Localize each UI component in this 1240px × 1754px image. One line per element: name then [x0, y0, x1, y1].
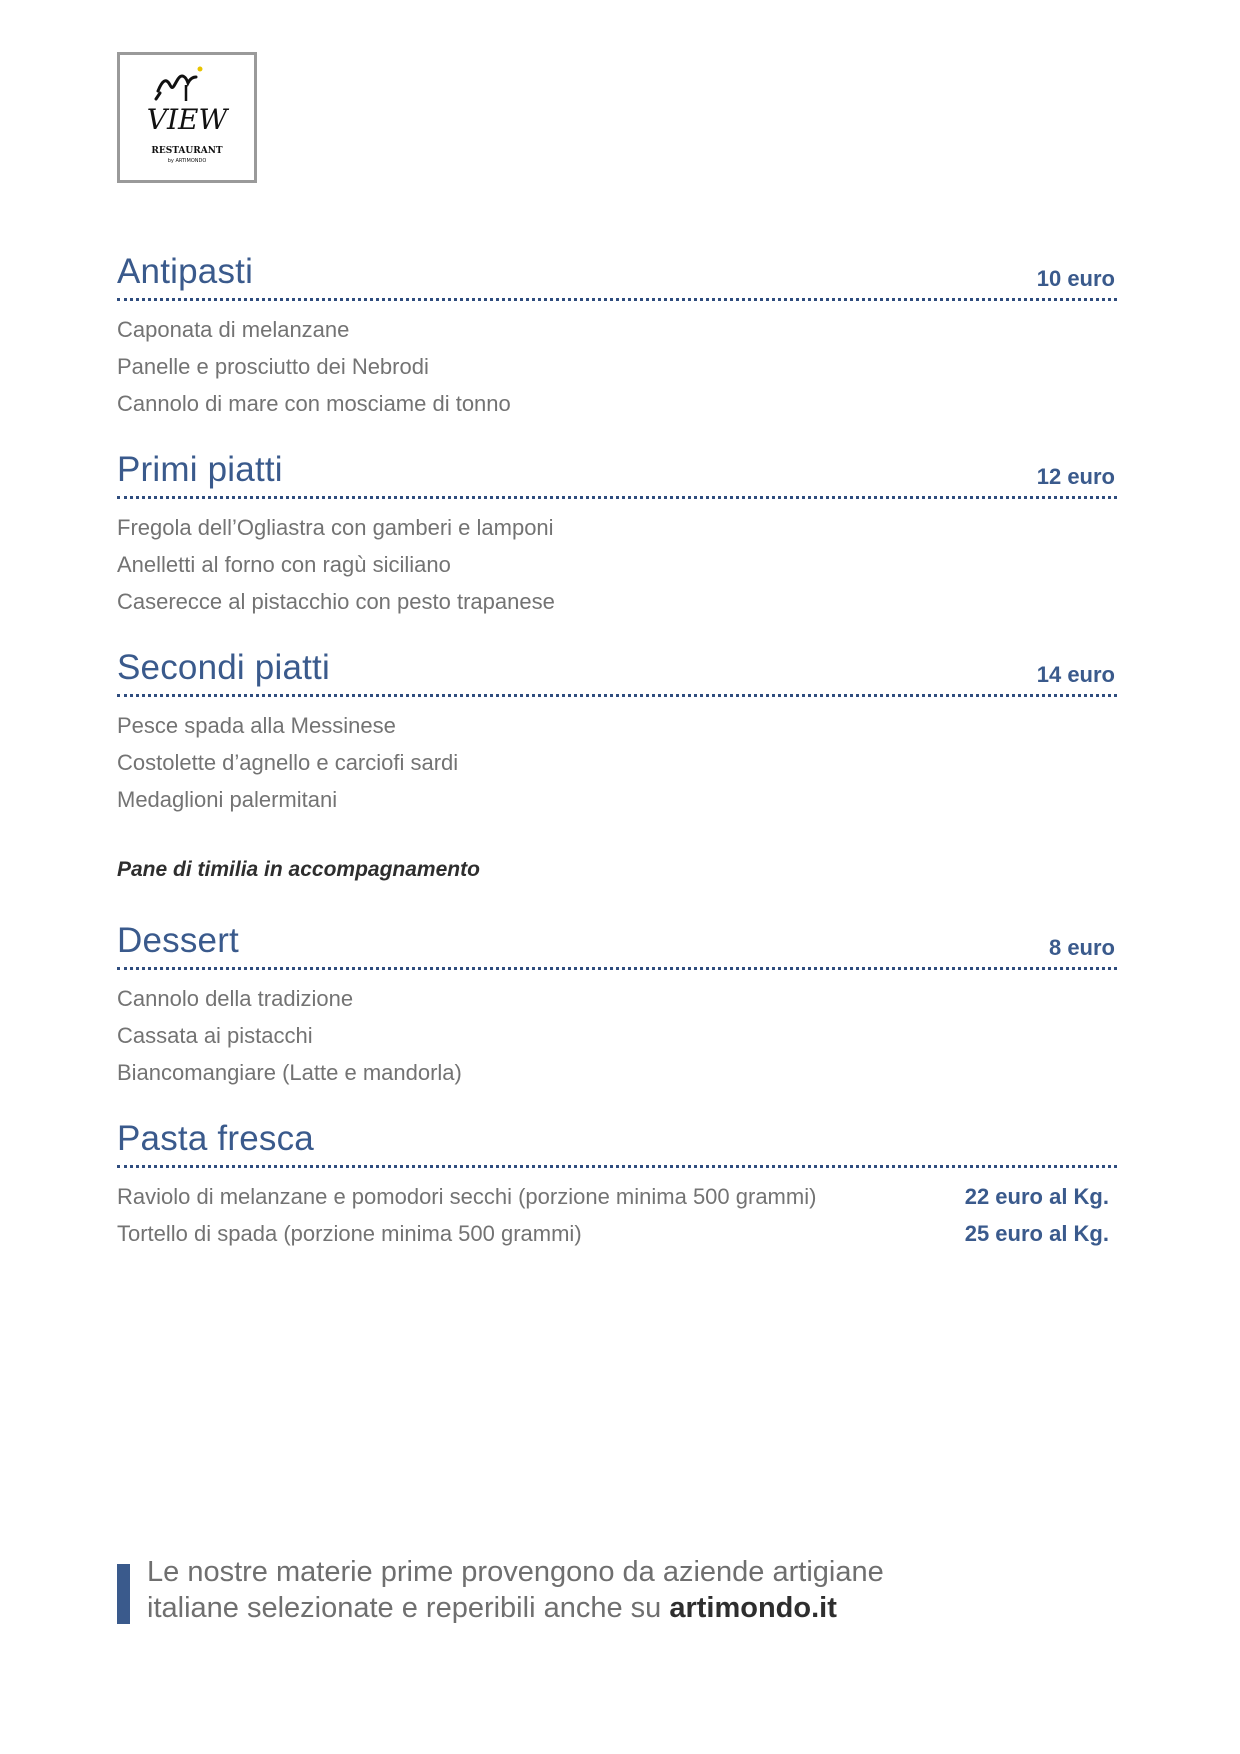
footer-note: [117, 1556, 1017, 1630]
menu-item-name: Medaglioni palermitani: [117, 787, 338, 812]
menu-item: [117, 385, 1117, 422]
bread-note: Pane di timilia in accompagnamento: [117, 858, 480, 881]
menu-item: [117, 980, 1117, 1017]
menu-item: [117, 1215, 1117, 1252]
section-antipasti: [117, 254, 1117, 422]
menu-item: [117, 1054, 1117, 1091]
menu-item-name: Caserecce al pistacchio con pesto trapanese: [117, 589, 555, 614]
menu-item-name: Caponata di melanzane: [117, 317, 350, 342]
menu-item-price: 25 euro al Kg.: [964, 1221, 1109, 1246]
menu-item-name: Fregola dell’Ogliastra con gamberi e lamponi: [117, 515, 554, 540]
menu-item-name: Raviolo di melanzane e pomodori secchi (porzione minima 500 grammi): [117, 1184, 817, 1209]
menu-item-name: Cannolo di mare con mosciame di tonno: [117, 391, 511, 416]
section-header: [117, 452, 1117, 499]
section-secondi-piatti: [117, 650, 1117, 818]
section-title: Dessert: [117, 921, 239, 960]
menu-item-name: Anelletti al forno con ragù siciliano: [117, 552, 451, 577]
section-dessert: [117, 923, 1117, 1091]
footer-line2-prefix: italiane selezionate e reperibili anche su: [147, 1592, 670, 1624]
section-header: [117, 923, 1117, 970]
menu-item: [117, 1178, 1117, 1215]
menu-item: [117, 546, 1117, 583]
section-price: 14 euro: [1036, 662, 1115, 687]
footer-text: [147, 1554, 884, 1626]
menu-item: [117, 1017, 1117, 1054]
menu-item: [117, 744, 1117, 781]
artimondo-link[interactable]: artimondo.it: [669, 1592, 837, 1624]
item-list: [117, 707, 1117, 818]
item-list: [117, 980, 1117, 1091]
section-price: 12 euro: [1036, 464, 1115, 489]
section-price: 10 euro: [1036, 266, 1115, 291]
footer-line2: [147, 1590, 884, 1626]
menu-item: [117, 348, 1117, 385]
section-primi-piatti: [117, 452, 1117, 620]
section-header: [117, 650, 1117, 697]
logo-line2: by ARTIMONDO: [167, 158, 207, 164]
section-header: [117, 1121, 1117, 1168]
restaurant-logo: [117, 52, 257, 183]
section-title: Pasta fresca: [117, 1119, 314, 1158]
menu-item-name: Costolette d’agnello e carciofi sardi: [117, 750, 459, 775]
section-header: [117, 254, 1117, 301]
menu-item-name: Cassata ai pistacchi: [117, 1023, 313, 1048]
logo-wordmark: VIEW: [146, 103, 228, 136]
section-title: Primi piatti: [117, 450, 283, 489]
menu-item: [117, 583, 1117, 620]
section-title: Secondi piatti: [117, 648, 330, 687]
item-list: [117, 311, 1117, 422]
menu-item-name: Tortello di spada (porzione minima 500 grammi): [117, 1221, 582, 1246]
footer-line1: Le nostre materie prime provengono da aziende artigiane: [147, 1556, 884, 1588]
menu-item-name: Cannolo della tradizione: [117, 986, 354, 1011]
logo-graphic: [120, 55, 254, 180]
menu-item: [117, 311, 1117, 348]
menu-item-price: 22 euro al Kg.: [964, 1184, 1109, 1209]
menu-item-name: Pesce spada alla Messinese: [117, 713, 396, 738]
section-price: 8 euro: [1048, 935, 1115, 960]
section-pasta-fresca: [117, 1121, 1117, 1252]
footer-accent-bar: [117, 1564, 130, 1624]
item-list: [117, 509, 1117, 620]
menu-item: [117, 509, 1117, 546]
menu-item-name: Biancomangiare (Latte e mandorla): [117, 1060, 462, 1085]
logo-line1: RESTAURANT: [151, 146, 223, 156]
item-list: [117, 1178, 1117, 1252]
section-title: Antipasti: [117, 252, 254, 291]
menu-item: [117, 707, 1117, 744]
menu-item: [117, 781, 1117, 818]
menu-item-name: Panelle e prosciutto dei Nebrodi: [117, 354, 429, 379]
